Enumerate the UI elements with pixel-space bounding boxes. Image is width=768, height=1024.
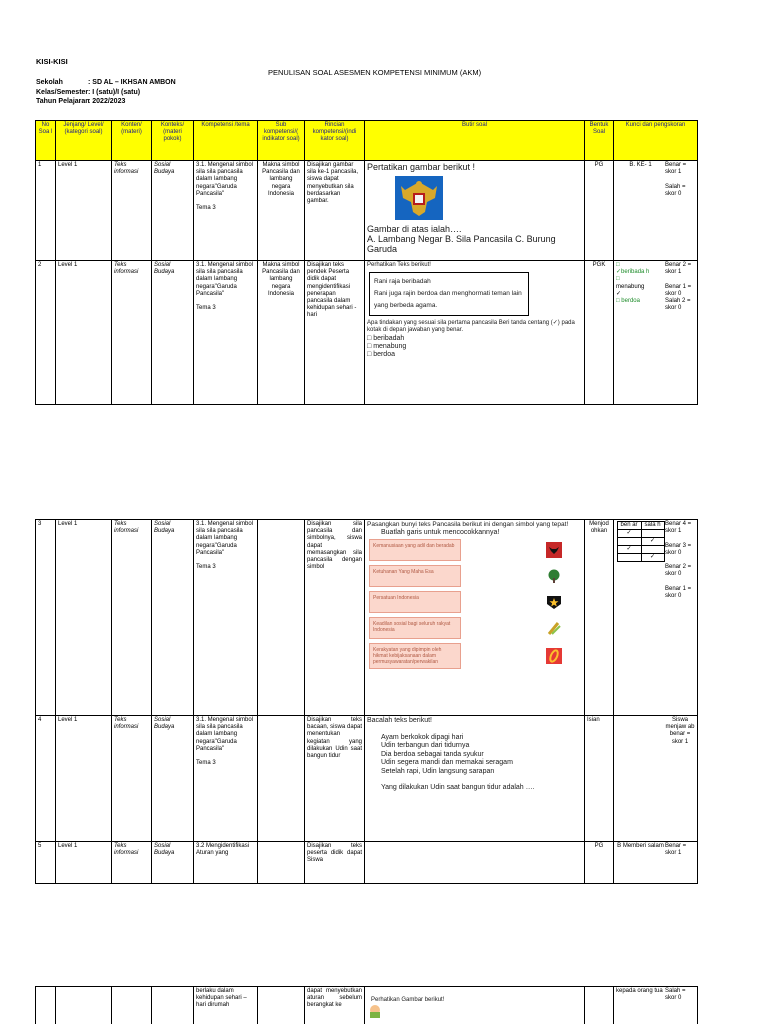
kisi-table-2 [35, 519, 698, 884]
meta-kelas: Kelas/Semester : I (satu)/I (satu) [36, 88, 141, 96]
garuda-pancasila-image [395, 176, 443, 220]
table-row: 3 Level 1 Teks informasi Sosial Budaya 3.1. Mengenal simbol sila sila pancasila dalam lambang negara"Garuda Pancasila" Tema 3 Disajikan sila pancasila dan simbolnya, siswa dapat memasangkan sila pancasila dengan simbol Pasangkan bunyi teks Pancasila berikut ini dengan simbol yang tepat! Buatlah garis untuk mencocokkannya! Kemanusiaan yang adil dan beradab Ketuhanan Yang Maha Esa Persatuan Indonesia Keadilan sosial bagi seluruh rakyat Indonesia Kerakyatan yang dipimpin oleh hikmat kebijaksanaan dalam permusyawaratan/perwakilan Menjod ohkan ben ar sala h ✓ ✓ ✓ ✓ Benar 4 = skor 1 Benar 3 = skor 0 Benar 2 = skor 0 Benar 1 = skor 0 [36, 520, 698, 716]
kisi-table-1 [35, 120, 698, 405]
answer-key-grid: ben ar sala h ✓ ✓ ✓ ✓ [617, 521, 665, 562]
butir-options: A. Lambang Negar B. Sila Pancasila C. Burung Garuda [367, 234, 556, 254]
table-header-row [36, 121, 698, 161]
col-kunci: Kunci dan pengskoran [614, 121, 698, 161]
reading-box: Rani raja beribadah Rani juga rajin berdoa dan menghormati teman lain yang berbeda agama. [369, 272, 529, 316]
col-jenjang: Jenjang/ Level/ (kategori soal) [56, 121, 112, 161]
bintang-icon [545, 593, 563, 611]
col-no: No Soa l [36, 121, 56, 161]
col-bentuk: Bentuk Soal [585, 121, 614, 161]
col-konten: Konten/ (materi) [112, 121, 152, 161]
match-item[interactable]: Keadilan sosial bagi seluruh rakyat Indonesia [369, 617, 582, 639]
choice-beribadah[interactable]: □ beribadah [367, 334, 405, 342]
match-item[interactable]: Ketuhanan Yang Maha Esa [369, 565, 582, 587]
col-butir: Butir soal [365, 121, 585, 161]
col-rincian: Rincian kompetensi/(indi kator soal) [305, 121, 365, 161]
table-row: 1 Level 1 Teks informasi Sosial Budaya 3.1. Mengenal simbol sila sila pancasila dalam lambang negara"Garuda Pancasila" Tema 3 Makna simbol Pancasila dan lambang negara Indonesia Disajikan gambar sila ke-1 pancasila, siswa dapat menyebutkan sila berdasarkan gambar. Pertatikan gambar berikut ! Gambar di atas ialah…. A. Lambang Negar B. Sila Pancasila C. Burung Garuda PG B. KE- 1 Benar = skor 1 Salah = skor 0 [36, 161, 698, 261]
poem: Ayam berkokok dipagi hari Udin terbangun dari tidurnya Dia berdoa sebagai tanda syukur Udin segera mandi dan memakai seragam Setelah rapi, Udin langsung sarapan [381, 733, 513, 775]
match-item[interactable]: Persatuan Indonesia [369, 591, 582, 613]
match-item[interactable]: Kerakyatan yang dipimpin oleh hikmat kebijaksanaan dalam permusyawaratan/perwakilan [369, 643, 582, 669]
butir-question: Gambar di atas ialah…. [367, 224, 462, 234]
doc-meta [36, 78, 176, 107]
doc-title: PENULISAN SOAL ASESMEN KOMPETENSI MINIMUM (AKM) [268, 68, 482, 77]
padi-kapas-icon [545, 619, 563, 637]
table-row: 5 Level 1 Teks informasi Sosial Budaya 3.2 Mengidentifikasi Aturan yang Disajikan teks peserta didik dapat Siswa PG B Memberi salam Benar = skor 1 [36, 842, 698, 884]
match-item[interactable]: Kemanusiaan yang adil dan beradab [369, 539, 582, 561]
meta-tahun: Tahun Pelajaran : 2022/2023 [36, 98, 126, 105]
banteng-icon [545, 541, 563, 559]
doc-kisi-label: KISI-KISI [36, 57, 68, 66]
rantai-icon [545, 647, 563, 665]
col-konteks: Konteks/ (materi pokok) [152, 121, 194, 161]
child-illustration [367, 1004, 582, 1021]
table-row: 4 Level 1 Teks informasi Sosial Budaya 3.1. Mengenal simbol sila sila pancasila dalam lambang negara"Garuda Pancasila" Tema 3 Disajikan teks bacaan, siswa dapat menentukan kegiatan yang dilakukan Udin saat bangun tidur Bacalah teks berikut! Ayam berkokok dipagi hari Udin terbangun dari tidurnya Dia berdoa sebagai tanda syukur Udin segera mandi dan memakai seragam Setelah rapi, Udin langsung sarapan Yang dilakukan Udin saat bangun tidur adalah …. Isian Siswa menjaw ab benar = skor 1 [36, 716, 698, 842]
meta-sekolah: Sekolah : SD AL – IKHSAN AMBON [36, 79, 176, 86]
choice-berdoa[interactable]: □ berdoa [367, 350, 395, 358]
table-row: berlaku dalam kehidupan sehari –hari dirumah dapat menyebutkan aturan sebelum berangkat ke Perhatikan Gambar berikut! kepada orang tua Salah = skor 0 [36, 987, 698, 1024]
kisi-table-3 [35, 986, 698, 1024]
table-row: 2 Level 1 Teks informasi Sosial Budaya 3.1. Mengenal simbol sila sila pancasila dalam lambang negara"Garuda Pancasila" Tema 3 Makna simbol Pancasila dan lambang negara Indonesia Disajikan teks pendek Peserta didik dapat mengidentifikasi penerapan pancasila dalam kehidupan sehari - hari Perhatikan Teks berikut! Rani raja beribadah Rani juga rajin berdoa dan menghormati teman lain yang berbeda agama. Apa tindakan yang sesuai sila pertama pancasila Beri tanda centang (✓) pada kotak di depan jawaban yang benar. □ beribadah □ menabung □ berdoa PGK □ ✓beribada h □ menabung ✓ □ berdoa Benar 2 = skor 1 Benar 1 = skor 0 Salah 2 = skor 0 [36, 261, 698, 405]
col-kompetensi: Kompetensi /tema [194, 121, 258, 161]
choice-menabung[interactable]: □ menabung [367, 342, 407, 350]
beringin-icon [545, 567, 563, 585]
col-sub: Sub kompetensi/( indikator soal) [258, 121, 305, 161]
butir-intro: Pertatikan gambar berikut ! [367, 162, 476, 172]
